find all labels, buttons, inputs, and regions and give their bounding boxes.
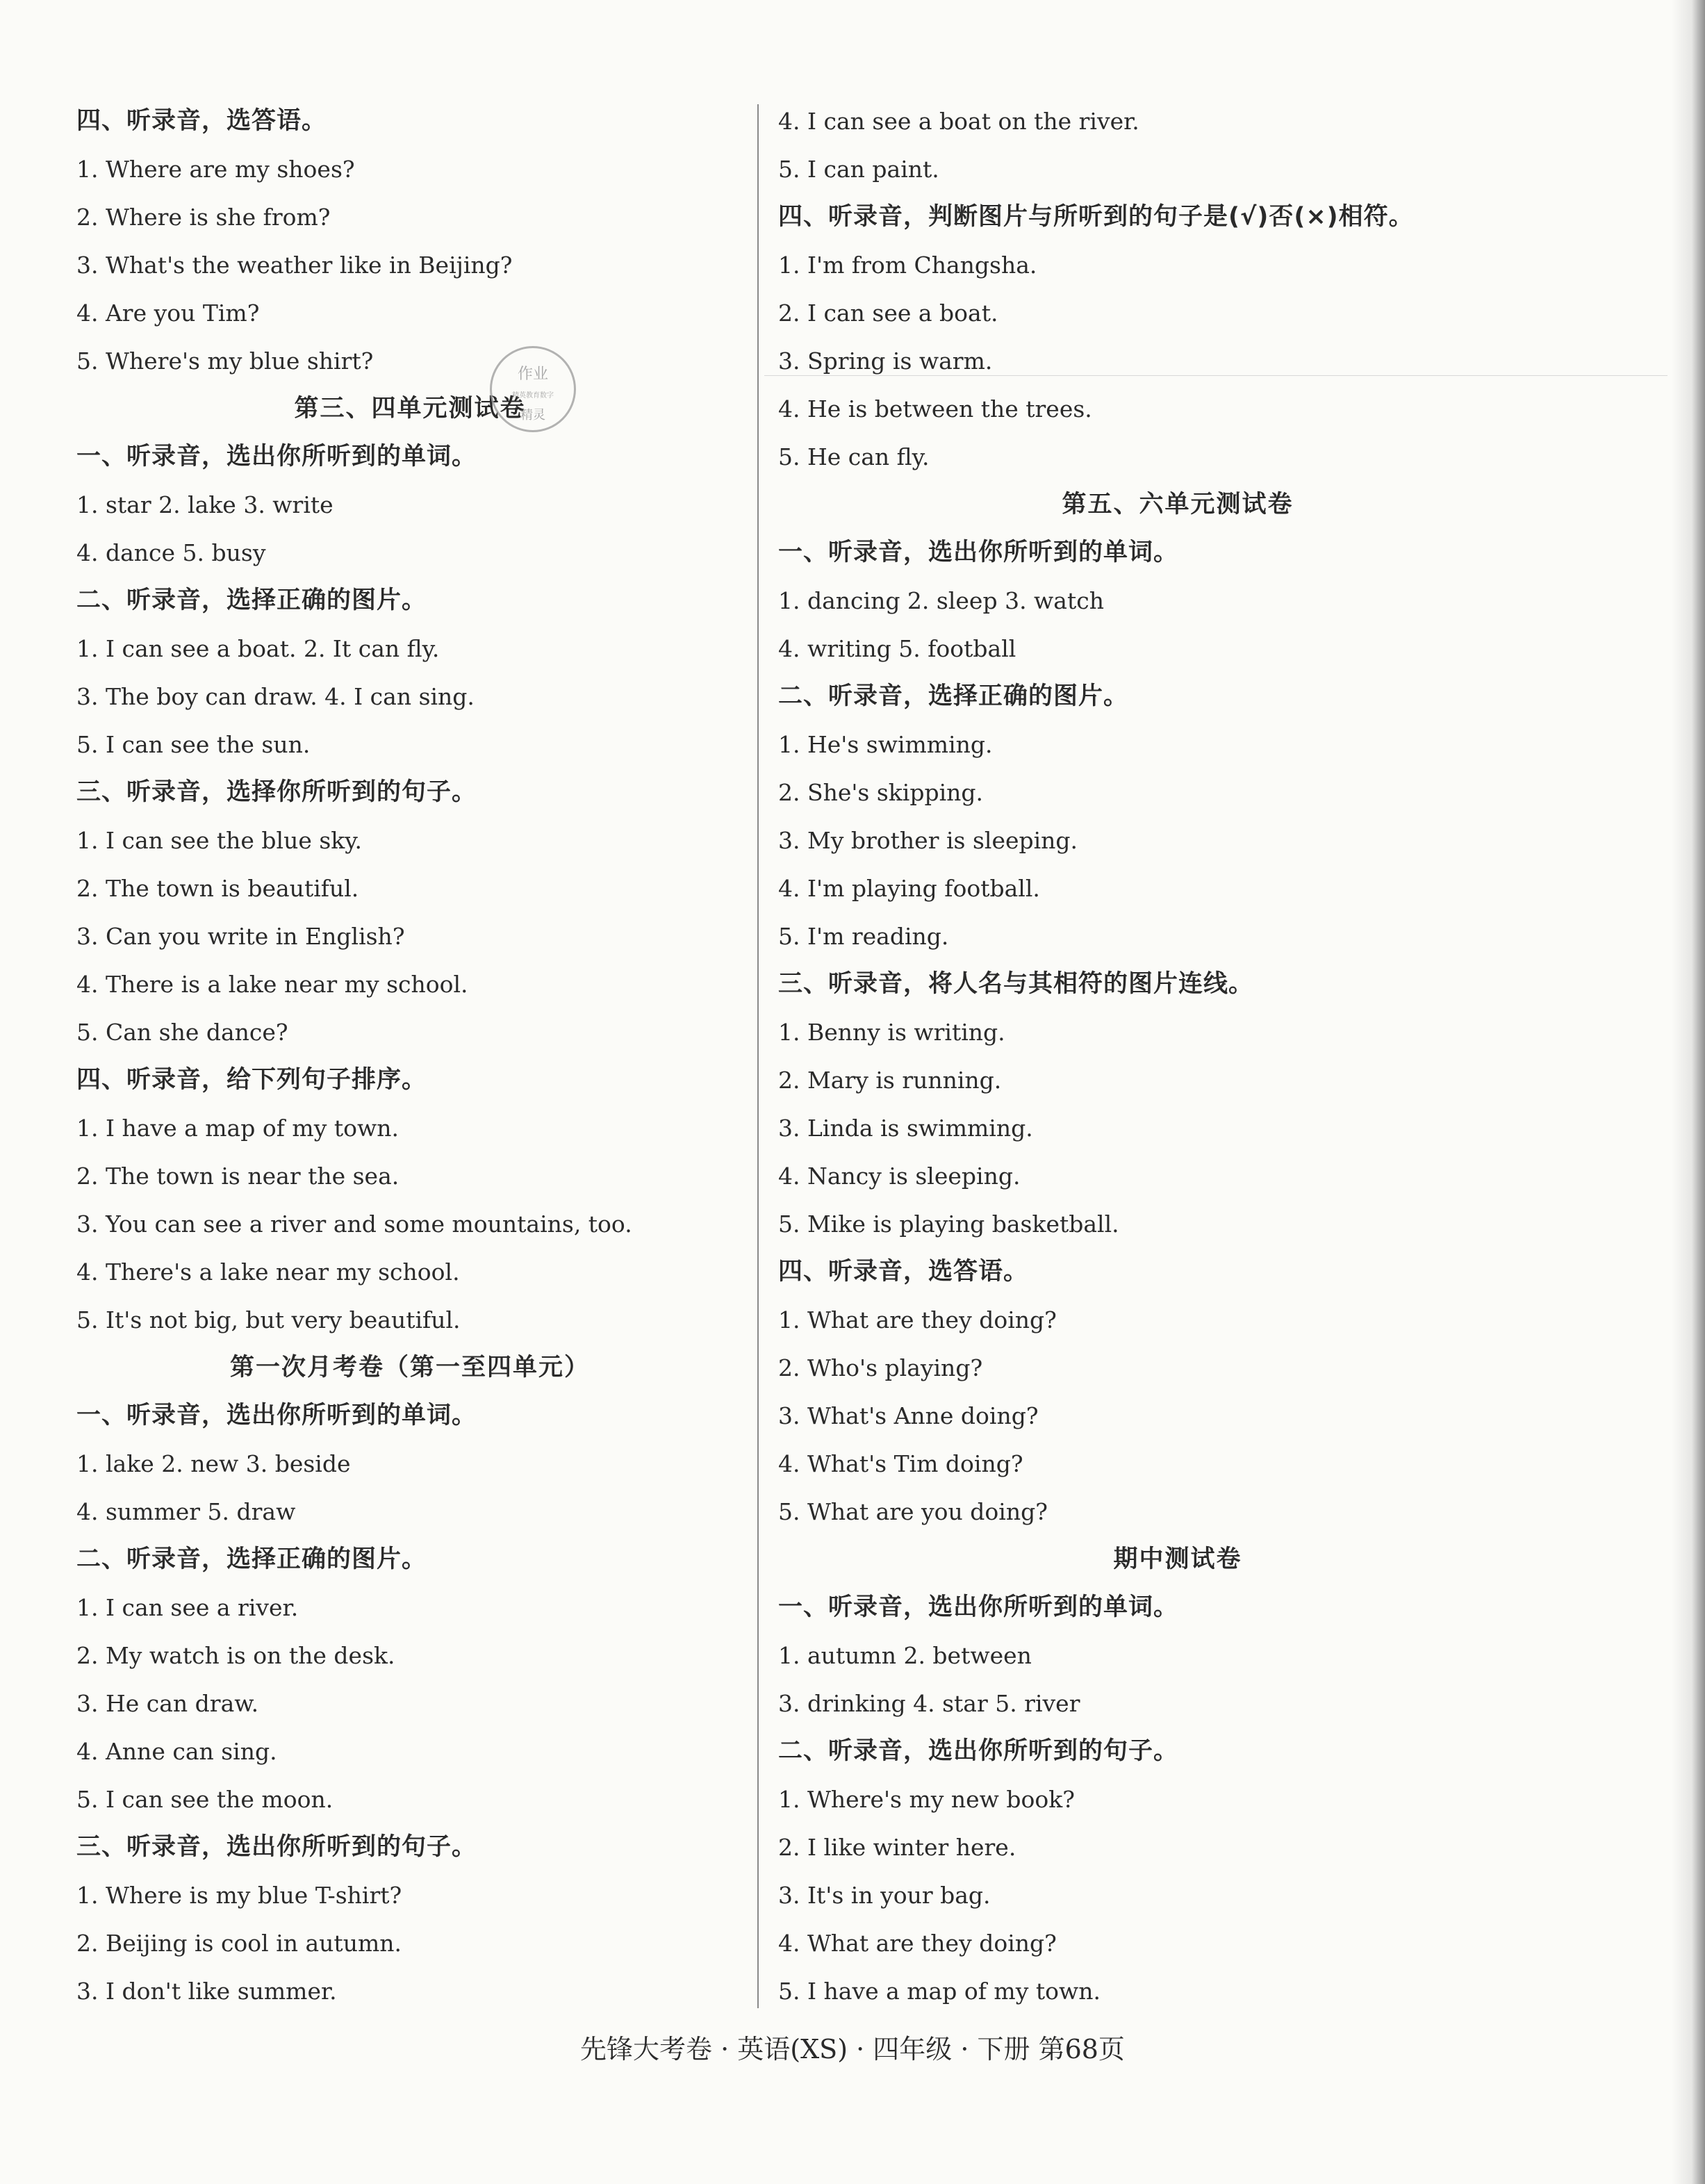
- transcript-line: 4. Nancy is sleeping.: [778, 1163, 1021, 1190]
- transcript-line: 4. What are they doing?: [778, 1930, 1057, 1957]
- transcript-line: 5. I can see the moon.: [76, 1786, 333, 1813]
- stamp-top-text: 作业: [517, 366, 548, 383]
- transcript-line: 2. The town is near the sea.: [76, 1163, 400, 1190]
- transcript-line: 4. What's Tim doing?: [778, 1450, 1023, 1477]
- transcript-line: 1. dancing 2. sleep 3. watch: [778, 587, 1104, 614]
- transcript-line: 2. I can see a boat.: [778, 299, 998, 327]
- section-heading: 四、听录音，给下列句子排序。: [76, 1066, 427, 1094]
- section-heading: 三、听录音，选出你所听到的句子。: [76, 1833, 477, 1861]
- transcript-line: 2. Who's playing?: [778, 1354, 983, 1381]
- transcript-line: 3. What's Anne doing?: [778, 1402, 1039, 1429]
- transcript-line: 3. Can you write in English?: [76, 923, 405, 950]
- transcript-line: 5. He can fly.: [778, 443, 930, 470]
- transcript-line: 4. I'm playing football.: [778, 875, 1040, 902]
- column-divider: [757, 104, 759, 2008]
- transcript-line: 4. I can see a boat on the river.: [778, 108, 1139, 135]
- transcript-line: 2. My watch is on the desk.: [76, 1642, 395, 1669]
- transcript-line: 5. Where's my blue shirt?: [76, 347, 374, 375]
- transcript-line: 2. Where is she from?: [76, 204, 331, 231]
- transcript-line: 1. I have a map of my town.: [76, 1115, 399, 1142]
- transcript-line: 3. Linda is swimming.: [778, 1115, 1033, 1142]
- transcript-line: 1. I'm from Changsha.: [778, 252, 1037, 279]
- test-title: 第五、六单元测试卷: [1062, 491, 1294, 518]
- transcript-line: 1. Where are my shoes?: [76, 156, 355, 183]
- section-heading: 一、听录音，选出你所听到的单词。: [76, 1402, 477, 1429]
- test-title: 第一次月考卷（第一至四单元）: [229, 1354, 590, 1381]
- transcript-line: 2. She's skipping.: [778, 779, 984, 806]
- stamp-bottom-text: 精灵: [520, 408, 545, 422]
- transcript-line: 2. Mary is running.: [778, 1067, 1002, 1094]
- section-heading: 二、听录音，选择正确的图片。: [778, 682, 1129, 710]
- transcript-line: 4. Anne can sing.: [76, 1738, 277, 1765]
- transcript-line: 3. What's the weather like in Beijing?: [76, 252, 513, 279]
- transcript-line: 5. It's not big, but very beautiful.: [76, 1306, 461, 1333]
- transcript-line: 2. Beijing is cool in autumn.: [76, 1930, 402, 1957]
- section-heading: 三、听录音，选择你所听到的句子。: [76, 778, 477, 806]
- transcript-line: 5. I can paint.: [778, 156, 939, 183]
- transcript-line: 1. lake 2. new 3. beside: [76, 1450, 351, 1477]
- section-heading: 二、听录音，选出你所听到的句子。: [778, 1737, 1179, 1765]
- transcript-line: 1. autumn 2. between: [778, 1642, 1032, 1669]
- transcript-line: 1. He's swimming.: [778, 731, 993, 758]
- transcript-line: 4. dance 5. busy: [76, 539, 266, 566]
- section-heading: 二、听录音，选择正确的图片。: [76, 586, 427, 614]
- transcript-line: 1. star 2. lake 3. write: [76, 491, 333, 518]
- transcript-line: 5. I'm reading.: [778, 923, 949, 950]
- transcript-line: 3. You can see a river and some mountains, too.: [76, 1210, 632, 1238]
- transcript-line: 5. I have a map of my town.: [778, 1978, 1101, 2005]
- transcript-line: 2. I like winter here.: [778, 1834, 1016, 1861]
- section-heading: 四、听录音，选答语。: [76, 107, 327, 135]
- transcript-line: 5. Can she dance?: [76, 1019, 288, 1046]
- transcript-line: 3. My brother is sleeping.: [778, 827, 1078, 854]
- transcript-line: 1. I can see the blue sky.: [76, 827, 363, 854]
- transcript-line: 1. Benny is writing.: [778, 1019, 1005, 1046]
- page-edge-shadow: [1672, 0, 1705, 2184]
- transcript-line: 4. He is between the trees.: [778, 395, 1092, 422]
- section-heading: 二、听录音，选择正确的图片。: [76, 1545, 427, 1573]
- section-heading: 一、听录音，选出你所听到的单词。: [778, 1593, 1179, 1621]
- test-title: 期中测试卷: [1113, 1545, 1242, 1573]
- stamp-middle-text: 精英教育数字: [512, 392, 554, 400]
- test-title: 第三、四单元测试卷: [294, 395, 526, 422]
- transcript-line: 1. Where is my blue T-shirt?: [76, 1882, 402, 1909]
- transcript-line: 3. He can draw.: [76, 1690, 259, 1717]
- transcript-line: 4. There's a lake near my school.: [76, 1258, 460, 1286]
- transcript-line: 2. The town is beautiful.: [76, 875, 359, 902]
- transcript-line: 1. I can see a river.: [76, 1594, 299, 1621]
- transcript-line: 3. Spring is warm.: [778, 347, 993, 375]
- transcript-line: 3. drinking 4. star 5. river: [778, 1690, 1080, 1717]
- section-heading: 一、听录音，选出你所听到的单词。: [76, 443, 477, 470]
- section-heading: 三、听录音，将人名与其相符的图片连线。: [778, 970, 1254, 998]
- watermark-stamp: [490, 346, 576, 432]
- transcript-line: 5. What are you doing?: [778, 1498, 1048, 1525]
- transcript-line: 5. Mike is playing basketball.: [778, 1210, 1119, 1238]
- transcript-line: 1. I can see a boat. 2. It can fly.: [76, 635, 440, 662]
- transcript-line: 5. I can see the sun.: [76, 731, 311, 758]
- section-heading: 四、听录音，选答语。: [778, 1258, 1029, 1286]
- transcript-line: 4. Are you Tim?: [76, 299, 260, 327]
- left-column: [76, 97, 743, 2015]
- page-footer: 先锋大考卷 · 英语(XS) · 四年级 · 下册 第68页: [580, 2034, 1125, 2064]
- section-heading: 四、听录音，判断图片与所听到的句子是(√)否(×)相符。: [778, 203, 1414, 231]
- right-column: [778, 97, 1577, 2015]
- transcript-line: 1. Where's my new book?: [778, 1786, 1075, 1813]
- transcript-line: 3. The boy can draw. 4. I can sing.: [76, 683, 475, 710]
- transcript-line: 3. It's in your bag.: [778, 1882, 991, 1909]
- transcript-line: 4. There is a lake near my school.: [76, 971, 468, 998]
- transcript-line: 1. What are they doing?: [778, 1306, 1057, 1333]
- section-heading: 一、听录音，选出你所听到的单词。: [778, 539, 1179, 566]
- transcript-line: 3. I don't like summer.: [76, 1978, 337, 2005]
- transcript-line: 4. writing 5. football: [778, 635, 1016, 662]
- transcript-line: 4. summer 5. draw: [76, 1498, 296, 1525]
